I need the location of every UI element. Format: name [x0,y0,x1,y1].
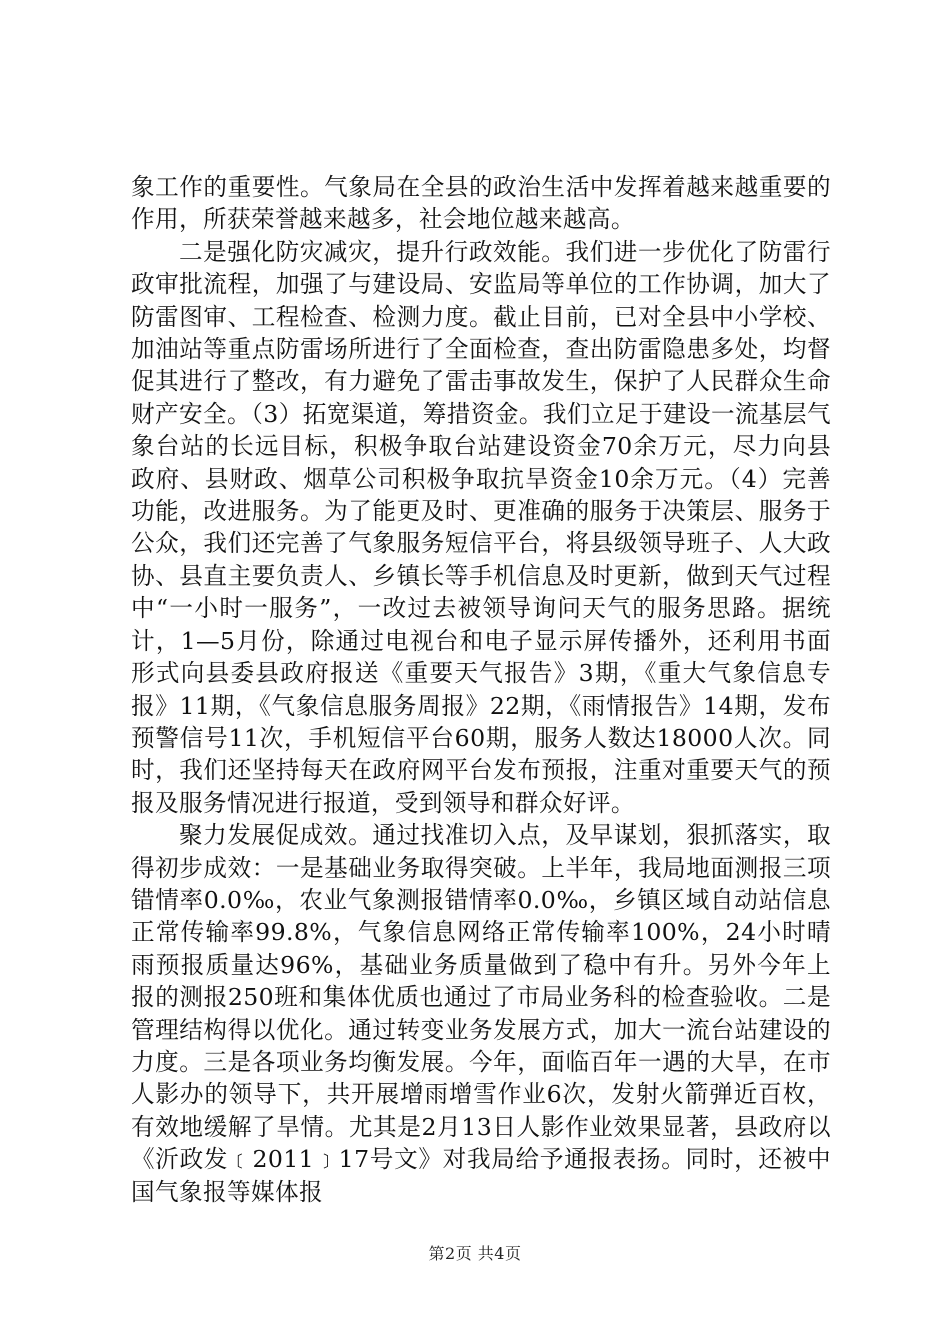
paragraph-continuation: 象工作的重要性。气象局在全县的政治生活中发挥着越来越重要的作用，所获荣誉越来越多，社会地位越来越高。 [131,173,831,234]
paragraph-disaster-prevention: 二是强化防灾减灾，提升行政效能。我们进一步优化了防雷行政审批流程，加强了与建设局、安监局等单位的工作协调，加大了防雷图审、工程检查、检测力度。截止目前，已对全县中小学校、加油站等重点防雷场所进行了全面检查，查出防雷隐患多处，均督促其进行了整改，有力避免了雷击事故发生，保护了人民群众生命财产安全。（3）拓宽渠道，筹措资金。我们立足于建设一流基层气象台站的长远目标，积极争取台站建设资金70余万元，尽力向县政府、县财政、烟草公司积极争取抗旱资金10余万元。（4）完善功能，改进服务。为了能更及时、更准确的服务于决策层、服务于公众，我们还完善了气象服务短信平台，将县级领导班子、人大政协、县直主要负责人、乡镇长等手机信息及时更新，做到天气过程中“一小时一服务”，一改过去被领导询问天气的服务思路。据统计，1—5月份，除通过电视台和电子显示屏传播外，还利用书面形式向县委县政府报送《重要天气报告》3期，《重大气象信息专报》11期，《气象信息服务周报》22期，《雨情报告》14期，发布预警信号11次，手机短信平台60期，服务人数达18000人次。同时，我们还坚持每天在政府网平台发布预报，注重对重要天气的预报及服务情况进行报道，受到领导和群众好评。 [131,237,831,817]
paragraph-development-results: 聚力发展促成效。通过找准切入点，及早谋划，狠抓落实，取得初步成效：一是基础业务取得突破。上半年，我局地面测报三项错情率0.0‰，农业气象测报错情率0.0‰，乡镇区域自动站信息正常传输率99.8%，气象信息网络正常传输率100%，24小时晴雨预报质量达96%，基础业务质量做到了稳中有升。另外今年上报的测报250班和集体优质也通过了市局业务科的检查验收。二是管理结构得以优化。通过转变业务发展方式，加大一流台站建设的力度。三是各项业务均衡发展。今年，面临百年一遇的大旱，在市人影办的领导下，共开展增雨增雪作业6次，发射火箭弹近百枚，有效地缓解了旱情。尤其是2月13日人影作业效果显著，县政府以《沂政发﹝2011﹞17号文》对我局给予通报表扬。同时，还被中国气象报等媒体报 [131,821,831,1206]
page-number-footer: 第2页 共4页 [428,1244,522,1263]
body-text [131,171,831,1208]
